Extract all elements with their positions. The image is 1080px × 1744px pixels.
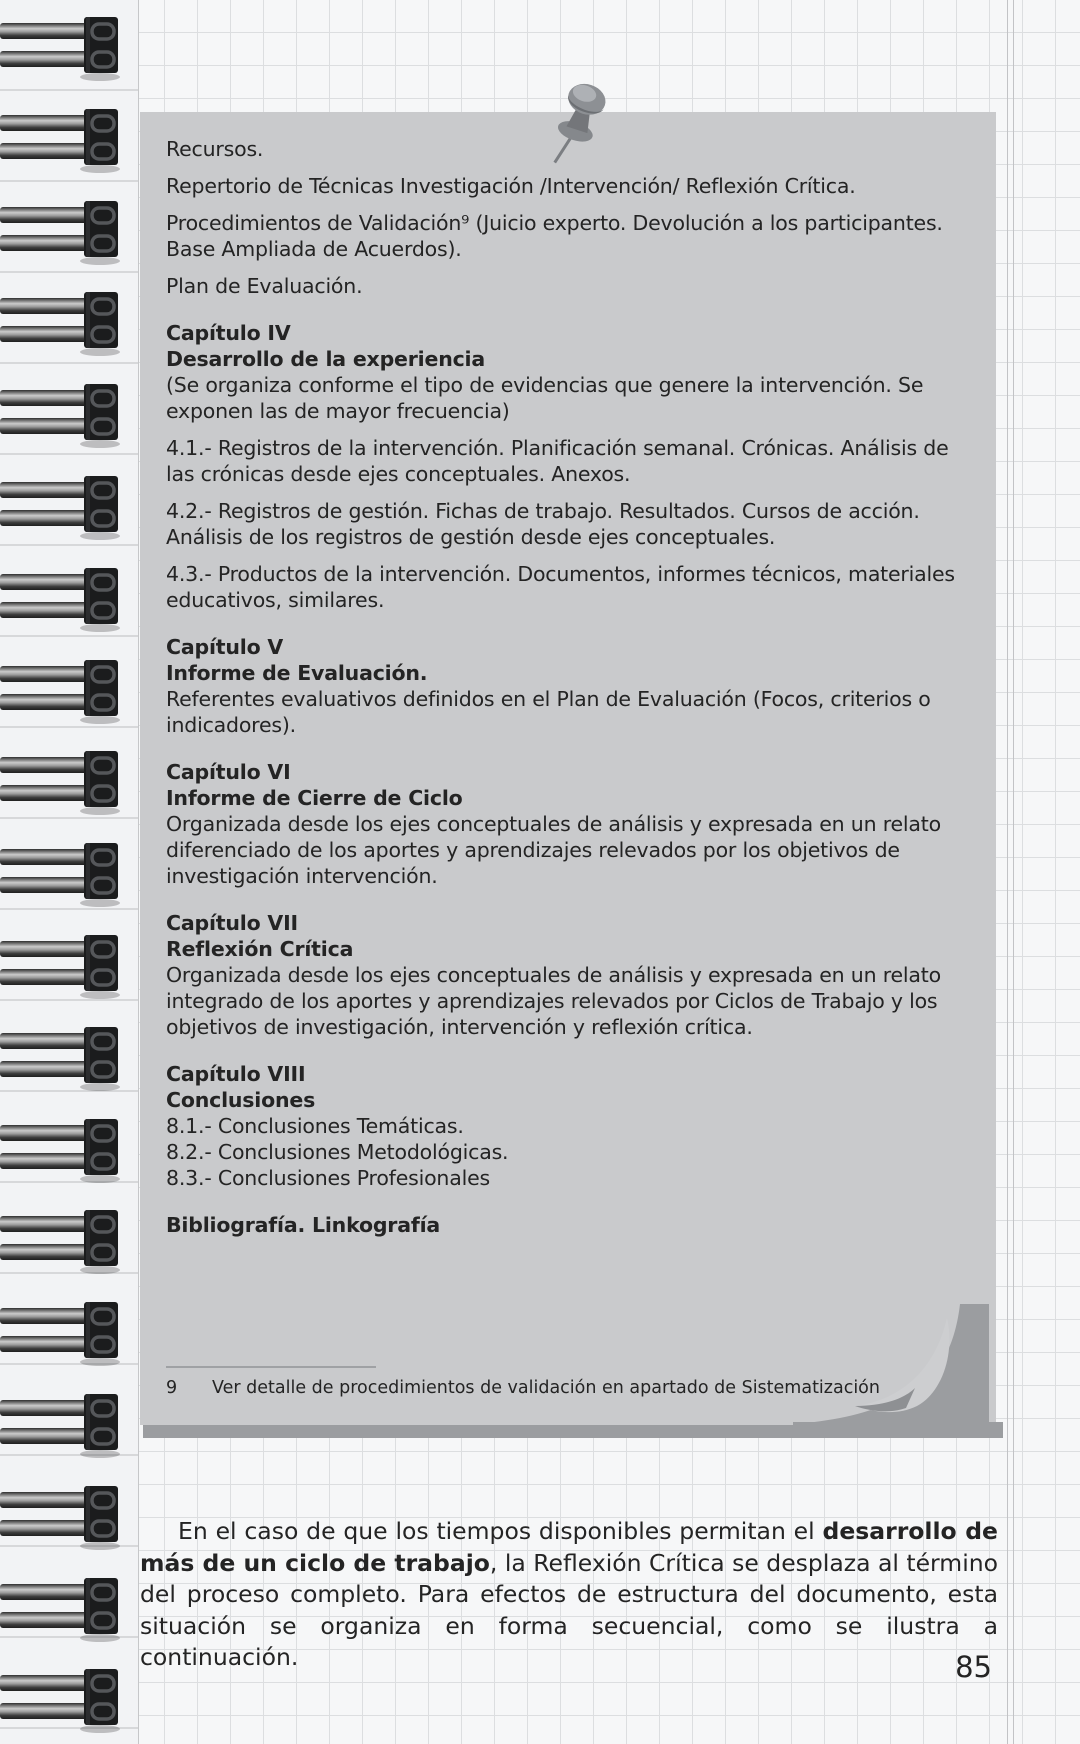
section-text: 4.3.- Productos de la intervención. Documentos, informes técnicos, materiales educativos, similares.	[166, 562, 955, 612]
footnote-separator	[166, 1366, 376, 1368]
section-heading: Conclusiones	[166, 1088, 316, 1112]
binding-ring-icon	[0, 659, 122, 725]
binding-ring-icon	[0, 750, 122, 816]
closing-paragraph-bold-text: desarrollo de más de un ciclo de trabajo	[140, 1517, 998, 1577]
section-text: Organizada desde los ejes conceptuales de análisis y expresada en un relato diferenciado de los aportes y aprendizajes relevados por los objetivos de investigación intervención.	[166, 812, 941, 888]
section-text: Recursos.	[166, 137, 264, 161]
binding-ring-icon	[0, 383, 122, 449]
note-section	[166, 498, 970, 550]
footnote-text: Ver detalle de procedimientos de validación en apartado de Sistematización	[212, 1378, 880, 1398]
section-text: 4.2.- Registros de gestión. Fichas de trabajo. Resultados. Cursos de acción. Análisis de los registros de gestión desde ejes conceptuales.	[166, 499, 920, 549]
note-section	[166, 273, 970, 299]
section-text: (Se organiza conforme el tipo de evidencias que genere la intervención. Se exponen las de mayor frecuencia)	[166, 373, 924, 423]
section-text: 8.1.- Conclusiones Temáticas.	[166, 1114, 464, 1138]
section-text: 4.1.- Registros de la intervención. Planificación semanal. Crónicas. Análisis de las crónicas desde ejes conceptuales. Anexos.	[166, 436, 949, 486]
section-heading: Bibliografía. Linkografía	[166, 1213, 441, 1237]
note-section	[166, 1212, 970, 1238]
binding-ring-icon	[0, 1485, 122, 1551]
section-text: 8.2.- Conclusiones Metodológicas.	[166, 1140, 509, 1164]
closing-paragraph-text: , la Reflexión Crítica se desplaza al término del proceso completo. Para efectos de estructura del documento, esta situación se organiza en forma secuencial, como se ilustra a continuación.	[140, 1548, 998, 1671]
binding-ring-icon	[0, 1668, 122, 1734]
note-section	[166, 173, 970, 199]
note-section	[166, 136, 970, 162]
closing-paragraph-text: En el caso de que los tiempos disponibles permitan el	[178, 1517, 823, 1545]
note-section	[166, 210, 970, 262]
binding-ring-icon	[0, 1301, 122, 1367]
binding-ring-icon	[0, 291, 122, 357]
section-text: 8.3.- Conclusiones Profesionales	[166, 1166, 490, 1190]
binding-ring-icon	[0, 475, 122, 541]
note-section	[166, 910, 970, 1040]
binding-ring-icon	[0, 16, 122, 82]
binding-ring-icon	[0, 1577, 122, 1643]
section-heading: Capítulo V	[166, 635, 284, 659]
note-content	[166, 136, 970, 1249]
binding-ring-icon	[0, 934, 122, 1000]
footnote	[166, 1366, 970, 1399]
section-heading: Desarrollo de la experiencia	[166, 347, 485, 371]
binding-ring-icon	[0, 1118, 122, 1184]
section-heading: Reflexión Crítica	[166, 937, 354, 961]
binding-ring-icon	[0, 1026, 122, 1092]
section-text: Organizada desde los ejes conceptuales de análisis y expresada en un relato integrado de los aportes y aprendizajes relevados por Ciclos de Trabajo y los objetivos de investigación, intervención y reflexión crítica.	[166, 963, 941, 1039]
binding-ring-icon	[0, 108, 122, 174]
footnote-marker: 9	[166, 1378, 178, 1398]
note-section	[166, 561, 970, 613]
binding-ring-icon	[0, 1209, 122, 1275]
binding-ring-icon	[0, 1393, 122, 1459]
section-text: Plan de Evaluación.	[166, 274, 363, 298]
section-heading: Capítulo VIII	[166, 1062, 306, 1086]
section-heading: Capítulo IV	[166, 321, 291, 345]
section-heading: Capítulo VI	[166, 760, 291, 784]
binding-ring-icon	[0, 200, 122, 266]
note-section	[166, 634, 970, 738]
spiral-binding	[0, 0, 125, 1744]
pinned-note	[140, 112, 996, 1425]
note-section	[166, 320, 970, 424]
page-number: 85	[955, 1650, 992, 1684]
note-section	[166, 759, 970, 889]
section-heading: Informe de Cierre de Ciclo	[166, 786, 463, 810]
note-section	[166, 1061, 970, 1191]
note-section	[166, 435, 970, 487]
grid-margin-line	[1007, 0, 1014, 1744]
section-heading: Capítulo VII	[166, 911, 298, 935]
section-text: Repertorio de Técnicas Investigación /Intervención/ Reflexión Crítica.	[166, 174, 856, 198]
section-text: Procedimientos de Validación⁹ (Juicio experto. Devolución a los participantes. Base Ampliada de Acuerdos).	[166, 211, 943, 261]
section-text: Referentes evaluativos definidos en el Plan de Evaluación (Focos, criterios o indicadores).	[166, 687, 931, 737]
closing-paragraph	[140, 1516, 998, 1674]
binding-ring-icon	[0, 567, 122, 633]
section-heading: Informe de Evaluación.	[166, 661, 428, 685]
binding-ring-icon	[0, 842, 122, 908]
